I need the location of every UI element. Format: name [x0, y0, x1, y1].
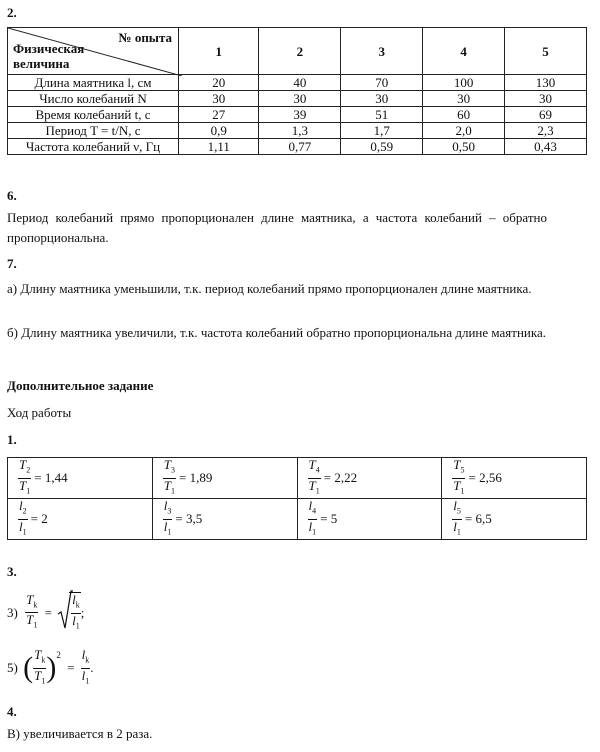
table-cell: 69: [505, 107, 587, 123]
length-ratio-cell: [297, 499, 442, 540]
section-6-text: Период колебаний прямо пропорционален длине маятника, а частота колебаний – обратно пропорциональна.: [7, 210, 547, 245]
col-header-2: 2: [259, 28, 341, 75]
table-cell: 2,0: [423, 123, 505, 139]
table-cell: 0,77: [259, 139, 341, 155]
row-label-period: Период T = t/N, с: [8, 123, 179, 139]
table-cell: 30: [179, 91, 259, 107]
length-ratio-row: [8, 499, 587, 540]
ratio-value: = 2,56: [468, 470, 502, 486]
fraction: $\frac{l_k}{l_1}$: [81, 647, 90, 686]
sqrt-sign: [57, 590, 73, 630]
table-cell: 1,3: [259, 123, 341, 139]
period-mark: .: [90, 660, 94, 676]
section-7-answer-a: а) Длину маятника уменьшили, т.к. период колебаний прямо пропорционален длине маятника.: [7, 281, 532, 296]
section-2-number: 2.: [7, 5, 17, 20]
table-cell: 40: [259, 75, 341, 91]
ratio-value: = 2: [30, 511, 48, 527]
equals-sign: =: [44, 604, 52, 620]
fraction: $\frac{l_k}{l_1}$: [72, 592, 80, 631]
period-ratio-cell: [297, 458, 442, 499]
table-cell: 30: [423, 91, 505, 107]
table-row: [8, 139, 587, 155]
row-label-length: Длина маятника l, см: [8, 75, 179, 91]
length-ratio-cell: [152, 499, 297, 540]
table-cell: 30: [259, 91, 341, 107]
table-row: [8, 123, 587, 139]
fraction: $\frac{l_2}{l_1}$: [19, 498, 27, 537]
ratio-value: = 2,22: [323, 470, 358, 486]
section-7-answer-b: б) Длину маятника увеличили, т.к. частота колебаний обратно пропорциональна длине маятника.: [7, 325, 546, 340]
formula-5-label: 5): [7, 660, 18, 676]
col-header-5: 5: [505, 28, 587, 75]
table-cell: 0,59: [341, 139, 423, 155]
row-label-frequency: Частота колебаний ν, Гц: [8, 139, 179, 155]
length-ratio-cell: [442, 499, 587, 540]
section-4-number: 4.: [7, 704, 17, 719]
table-cell: 100: [423, 75, 505, 91]
exponent: 2: [56, 650, 61, 660]
header-physical-quantity: Физическая величина: [13, 41, 85, 71]
ratio-value: = 1,89: [178, 470, 213, 486]
right-paren: ): [46, 651, 57, 685]
formula-5: [7, 648, 94, 688]
ratio-table: [7, 457, 587, 540]
row-label-oscillations: Число колебаний N: [8, 91, 179, 107]
period-ratio-row: [8, 458, 587, 499]
fraction: $\frac{T_k}{T_1}$: [26, 591, 38, 630]
table-cell: 130: [505, 75, 587, 91]
formula-3: [7, 592, 84, 632]
row-label-time: Время колебаний t, с: [8, 107, 179, 123]
table-cell: 30: [505, 91, 587, 107]
ratio-value: = 6,5: [464, 511, 492, 527]
extra-task-subtitle: Ход работы: [7, 405, 72, 420]
step-1-number: 1.: [7, 432, 17, 447]
fraction: $\frac{T_3}{T_1}$: [163, 457, 175, 496]
equals-sign: =: [67, 660, 75, 676]
col-header-4: 4: [423, 28, 505, 75]
fraction: $\frac{T_4}{T_1}$: [308, 457, 320, 496]
table-cell: 70: [341, 75, 423, 91]
col-header-3: 3: [341, 28, 423, 75]
square-root: [57, 592, 81, 633]
header-experiment-number: № опыта: [118, 30, 172, 45]
semicolon: ;: [80, 604, 85, 620]
section-4-answer: В) увеличивается в 2 раза.: [7, 726, 153, 741]
ratio-value: = 3,5: [175, 511, 203, 527]
section-6-number: 6.: [7, 188, 17, 203]
table-cell: 2,3: [505, 123, 587, 139]
table-cell: 60: [423, 107, 505, 123]
table-cell: 1,11: [179, 139, 259, 155]
table-cell: 20: [179, 75, 259, 91]
extra-task-title: Дополнительное задание: [7, 378, 154, 393]
formula-3-label: 3): [7, 604, 18, 620]
table-row: [8, 91, 587, 107]
table-cell: 51: [341, 107, 423, 123]
diagonal-header-cell: [8, 28, 179, 75]
ratio-value: = 5: [320, 511, 338, 527]
table-cell: 39: [259, 107, 341, 123]
col-header-1: 1: [179, 28, 259, 75]
table-cell: 30: [341, 91, 423, 107]
table-cell: 1,7: [341, 123, 423, 139]
period-ratio-cell: [152, 458, 297, 499]
length-ratio-cell: [8, 499, 153, 540]
table-cell: 0,50: [423, 139, 505, 155]
fraction: $\frac{l_4}{l_1}$: [308, 498, 317, 537]
ratio-value: = 1,44: [34, 470, 68, 486]
fraction: $\frac{T_5}{T_1}$: [453, 457, 465, 496]
experiment-table: [7, 27, 587, 155]
table-row: [8, 75, 587, 91]
table-cell: 0,9: [179, 123, 259, 139]
fraction: $\frac{l_5}{l_1}$: [453, 498, 461, 537]
fraction: $\frac{l_3}{l_1}$: [163, 498, 172, 537]
left-paren: (: [23, 651, 34, 685]
section-7-number: 7.: [7, 256, 17, 271]
fraction: $\frac{T_k}{T_1}$: [34, 647, 46, 686]
period-ratio-cell: [8, 458, 153, 499]
experiment-table-header: [8, 28, 587, 75]
table-row: [8, 107, 587, 123]
fraction: $\frac{T_2}{T_1}$: [19, 457, 31, 496]
table-cell: 0,43: [505, 139, 587, 155]
table-cell: 27: [179, 107, 259, 123]
period-ratio-cell: [442, 458, 587, 499]
section-3-number: 3.: [7, 564, 17, 579]
